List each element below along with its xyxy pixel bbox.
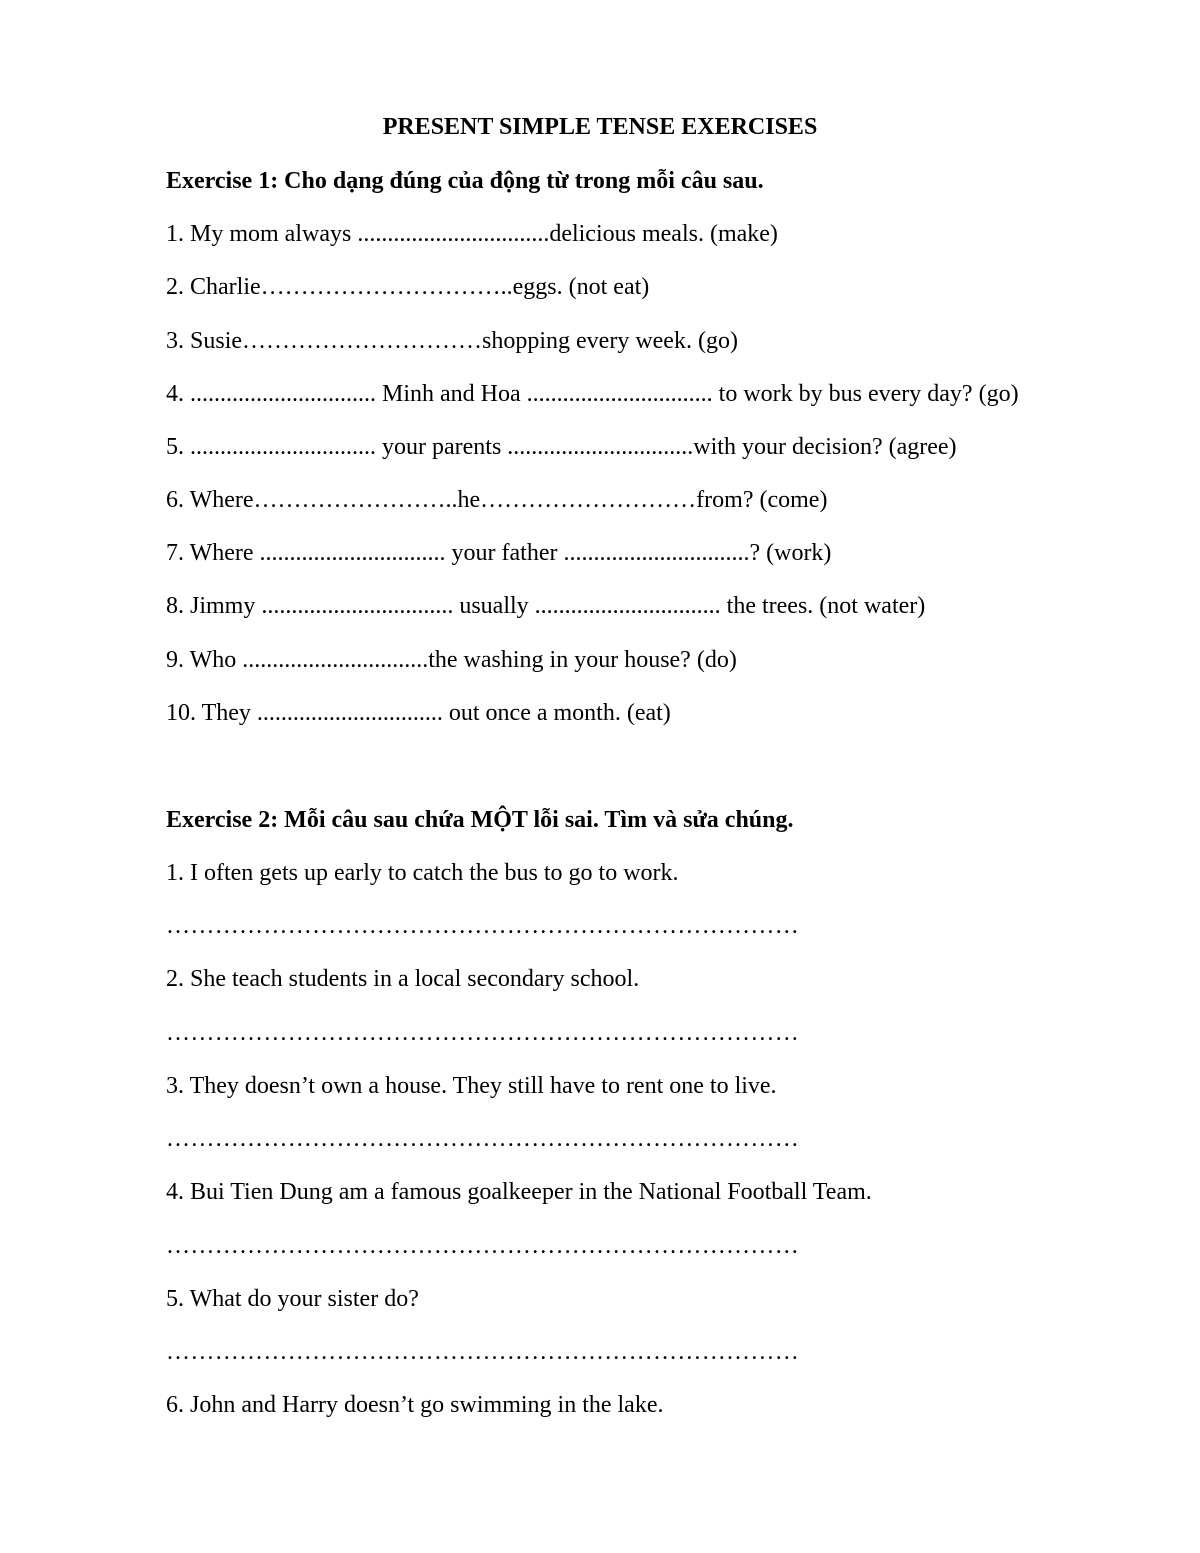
exercise-1-item-7: 7. Where ............................... your father ...............................? (work) bbox=[166, 540, 832, 566]
exercise-1-item-9: 9. Who ...............................the washing in your house? (do) bbox=[166, 647, 737, 673]
exercise-2-answer-line-1: …………………………………………………………………… bbox=[166, 913, 800, 939]
exercise-1-item-10: 10. They ............................... out once a month. (eat) bbox=[166, 700, 671, 726]
exercise-2-heading: Exercise 2: Mỗi câu sau chứa MỘT lỗi sai. Tìm và sửa chúng. bbox=[166, 807, 794, 833]
exercise-2-item-3: 3. They doesn’t own a house. They still have to rent one to live. bbox=[166, 1073, 777, 1099]
exercise-1-item-1: 1. My mom always ................................delicious meals. (make) bbox=[166, 221, 778, 247]
exercise-2-item-5: 5. What do your sister do? bbox=[166, 1286, 419, 1312]
exercise-2-item-1: 1. I often gets up early to catch the bus to go to work. bbox=[166, 860, 679, 886]
exercise-2-answer-line-4: …………………………………………………………………… bbox=[166, 1233, 800, 1259]
exercise-2-item-4: 4. Bui Tien Dung am a famous goalkeeper in the National Football Team. bbox=[166, 1179, 872, 1205]
exercise-1-item-2: 2. Charlie…………………………..eggs. (not eat) bbox=[166, 274, 650, 300]
exercise-2-item-2: 2. She teach students in a local secondary school. bbox=[166, 966, 640, 992]
exercise-2-answer-line-2: …………………………………………………………………… bbox=[166, 1020, 800, 1046]
exercise-2-answer-line-3: …………………………………………………………………… bbox=[166, 1126, 800, 1152]
exercise-2-answer-line-5: …………………………………………………………………… bbox=[166, 1339, 800, 1365]
exercise-1-item-5: 5. ............................... your parents ...............................with your decision? (agree) bbox=[166, 434, 957, 460]
exercise-2-item-6: 6. John and Harry doesn’t go swimming in the lake. bbox=[166, 1392, 664, 1418]
exercise-1-item-4: 4. ............................... Minh and Hoa ............................... to work by bus every day? (go) bbox=[166, 381, 1019, 407]
exercise-1-heading: Exercise 1: Cho dạng đúng của động từ trong mỗi câu sau. bbox=[166, 168, 764, 194]
exercise-1-item-8: 8. Jimmy ................................ usually ............................... the trees. (not water) bbox=[166, 593, 926, 619]
exercise-1-item-3: 3. Susie…………………………shopping every week. (go) bbox=[166, 328, 738, 354]
exercise-1-item-6: 6. Where……………………..he………………………from? (come) bbox=[166, 487, 828, 513]
page-title: PRESENT SIMPLE TENSE EXERCISES bbox=[382, 114, 818, 140]
